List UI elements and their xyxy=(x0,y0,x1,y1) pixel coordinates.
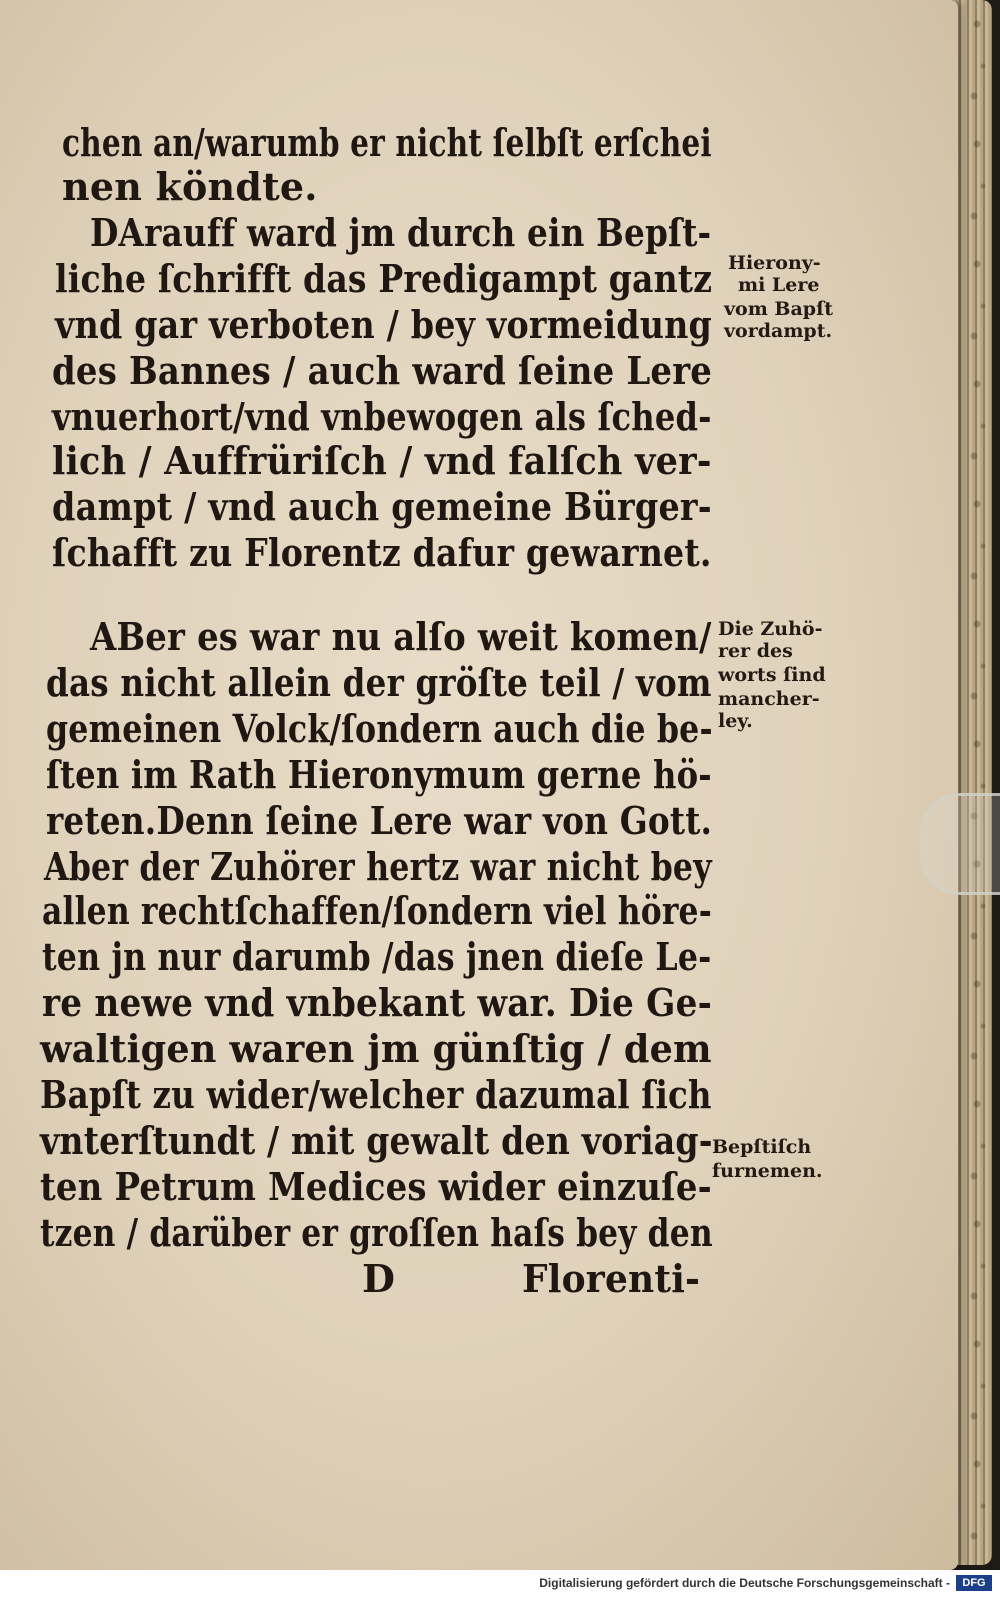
text-line: ſchafft zu Florentz dafur gewarnet. xyxy=(52,530,712,575)
text-line: waltigen waren jm günſtig / dem xyxy=(40,1026,712,1071)
text-line: Aber der Zuhörer hertz war nicht bey xyxy=(44,844,712,889)
footer-bar xyxy=(0,1570,1000,1597)
margin-note-line: worts ſind xyxy=(718,664,826,686)
text-line: vnuerhort/vnd vnbewogen als ſched- xyxy=(52,394,712,439)
signature-mark: D xyxy=(362,1256,396,1301)
text-line: vnd gar verboten / bey vormeidung xyxy=(55,302,713,347)
text-line: tzen / darüber er groſſen haſs bey den xyxy=(40,1210,713,1255)
margin-note-line: mi Lere xyxy=(738,274,820,296)
text-line: des Bannes / auch ward ſeine Lere xyxy=(52,348,713,393)
margin-note-line: Hierony- xyxy=(728,252,821,274)
text-line: Bapſt zu wider/welcher dazumal ſich xyxy=(40,1072,712,1117)
text-line: re newe vnd vnbekant war. Die Ge- xyxy=(42,980,713,1025)
text-line: ten Petrum Medices wider einzuſe- xyxy=(40,1164,712,1209)
text-line: allen rechtſchaffen/ſondern viel höre- xyxy=(42,888,712,933)
text-line: ABer es war nu alſo weit komen/ xyxy=(90,614,712,659)
text-line: reten.Denn ſeine Lere war von Gott. xyxy=(46,798,713,843)
margin-note-line: furnemen. xyxy=(712,1160,823,1182)
margin-note-line: vordampt. xyxy=(724,320,833,342)
text-line: ten jn nur darumb /das jnen dieſe Le- xyxy=(42,934,712,979)
text-line: das nicht allein der gröſte teil / vom xyxy=(46,660,712,705)
text-line: vnterſtundt / mit gewalt den voriag- xyxy=(40,1118,713,1163)
text-line: nen köndte. xyxy=(62,164,318,209)
text-line: liche ſchrifft das Predigampt gantz xyxy=(55,256,713,301)
margin-note-line: vom Bapſt xyxy=(724,298,834,320)
text-line: gemeinen Volck/ſondern auch die be- xyxy=(46,706,713,751)
page-clip xyxy=(920,793,1000,895)
text-line: lich / Auffrüriſch / vnd falſch ver- xyxy=(52,438,712,483)
text-line: dampt / vnd auch gemeine Bürger- xyxy=(52,484,712,529)
text-line: ſten im Rath Hieronymum gerne hö- xyxy=(46,752,712,797)
margin-note-line: rer des xyxy=(718,640,793,662)
margin-note-line: ley. xyxy=(718,710,753,732)
dfg-logo: DFG xyxy=(956,1575,992,1591)
footer-credit: Digitalisierung gefördert durch die Deutsche Forschungsgemeinschaft - xyxy=(539,1576,950,1590)
text-line: DArauff ward jm durch ein Bepſt- xyxy=(90,210,712,255)
margin-note-line: Die Zuhö- xyxy=(718,618,823,640)
text-line: chen an/warumb er nicht ſelbſt erſchei xyxy=(62,120,712,165)
margin-note-line: mancher- xyxy=(718,688,820,710)
catchword: Florenti- xyxy=(522,1256,701,1301)
margin-note-line: Bepſtiſch xyxy=(712,1136,812,1158)
page-edge-stains xyxy=(965,0,995,1565)
